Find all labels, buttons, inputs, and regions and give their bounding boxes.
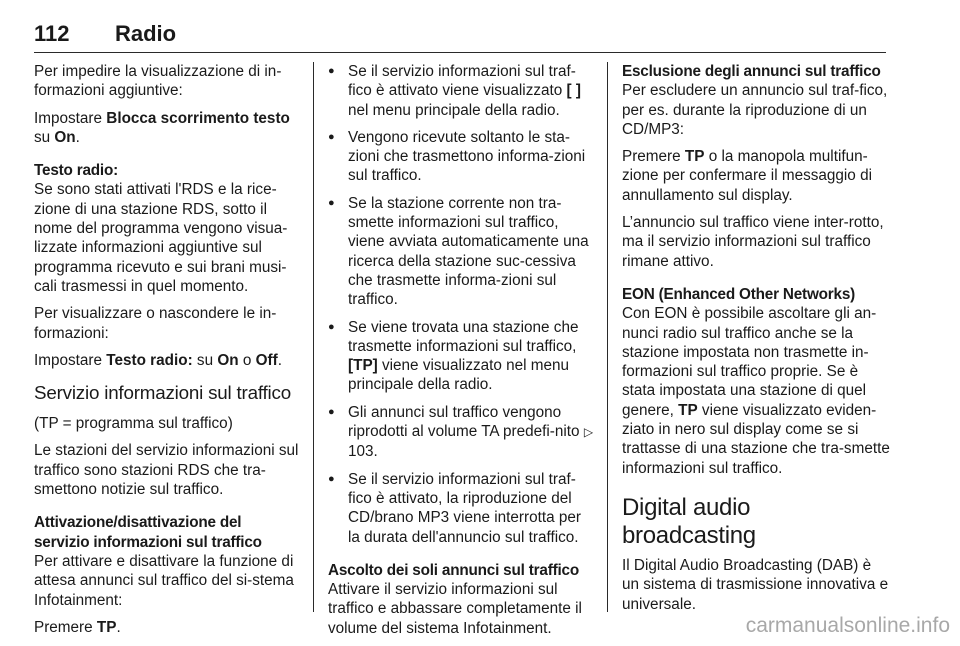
page-header	[34, 0, 886, 53]
paragraph: Premere TP o la manopola multifun-zione per confermare il messaggio di annullamento sul display.	[622, 148, 872, 204]
column-3	[622, 62, 890, 622]
watermark: carmanualsonline.info	[745, 614, 950, 637]
paragraph: Per escludere un annuncio sul traf-fico, per es. durante la riproduzione di un CD/MP3:	[622, 82, 888, 138]
paragraph: Impostare Blocca scorrimento testo su On.	[34, 109, 290, 146]
list-item: ● Vengono ricevute soltanto le sta-zioni che trasmettono informa-zioni sul traffico.	[328, 128, 596, 186]
column-1	[34, 62, 300, 645]
column-divider	[313, 62, 314, 612]
paragraph: Premere TP.	[34, 618, 121, 636]
paragraph: Per visualizzare o nascondere le in-formazioni:	[34, 305, 277, 342]
column-2	[328, 62, 596, 646]
subheading-exclusion: Esclusione degli annunci sul traffico	[622, 63, 881, 80]
list-item: ● Gli annunci sul traffico vengono riprodotti al volume TA predefi-nito ▷ 103.	[328, 403, 596, 462]
subheading-activation: Attivazione/disattivazione del servizio informazioni sul traffico	[34, 514, 262, 551]
page-number: 112	[34, 21, 70, 46]
list-item: ● Se la stazione corrente non tra-smette informazioni sul traffico, viene avviata automaticamente una ricerca della stazione suc-cessiva che trasmette informa-zioni sul traffico.	[328, 194, 596, 310]
paragraph: Se sono stati attivati l'RDS e la rice-zione di una stazione RDS, sotto il nome del programma vengono visua-lizzate informazioni aggiuntive sul programma ricevuto e sui brani musi-cali trasmessi in quel momento.	[34, 181, 288, 295]
subheading-testo-radio: Testo radio:	[34, 162, 119, 180]
paragraph: L’annuncio sul traffico viene inter-rotto, ma il servizio informazioni sul traffico rimane attivo.	[622, 214, 884, 270]
subheading-eon: EON (Enhanced Other Networks)	[622, 285, 856, 303]
section-heading-dab: Digital audio broadcasting	[622, 493, 756, 549]
paragraph: Per attivare e disattivare la funzione di attesa annunci sul traffico del si-stema Infotainment:	[34, 552, 294, 609]
paragraph: Con EON è possibile ascoltare gli an-nunci radio sul traffico anche se la stazione impostata non trasmette in-formazioni sul traffico proprie. Se è stata impostata una stazione di quel genere, TP viene visualizzato eviden-ziato in nero sul display come se si trattasse di una stazione che tra-smette informazioni sul traffico.	[622, 305, 890, 477]
page-reference-icon: ▷	[583, 425, 594, 440]
list-item: ● Se il servizio informazioni sul traf-fico è attivato, la riproduzione del CD/brano MP3 viene interrotta per la durata dell'annuncio sul traffico.	[328, 470, 596, 547]
paragraph: Attivare il servizio informazioni sul traffico e abbassare completamente il volume del sistema Infotainment.	[328, 581, 582, 637]
paragraph: (TP = programma sul traffico)	[34, 415, 233, 433]
column-divider	[607, 62, 608, 612]
list-item: ● Se viene trovata una stazione che trasmette informazioni sul traffico, [TP] viene visualizzato nel menu principale della radio.	[328, 318, 596, 395]
subheading-traffic-only: Ascolto dei soli annunci sul traffico	[328, 561, 579, 579]
paragraph: Le stazioni del servizio informazioni sul traffico sono stazioni RDS che tra-smettono notizie sul traffico.	[34, 442, 299, 499]
bullet-list	[328, 62, 596, 547]
running-title: Radio	[115, 21, 177, 46]
paragraph: Il Digital Audio Broadcasting (DAB) è un sistema di trasmissione innovativa e universale.	[622, 556, 889, 613]
section-heading-traffic: Servizio informazioni sul traffico	[34, 382, 291, 404]
paragraph: Impostare Testo radio: su On o Off.	[34, 351, 282, 369]
list-item: ● Se il servizio informazioni sul traf-fico è attivato viene visualizzato [ ] nel menu principale della radio.	[328, 62, 596, 120]
paragraph: Per impedire la visualizzazione di in-formazioni aggiuntive:	[34, 63, 282, 100]
